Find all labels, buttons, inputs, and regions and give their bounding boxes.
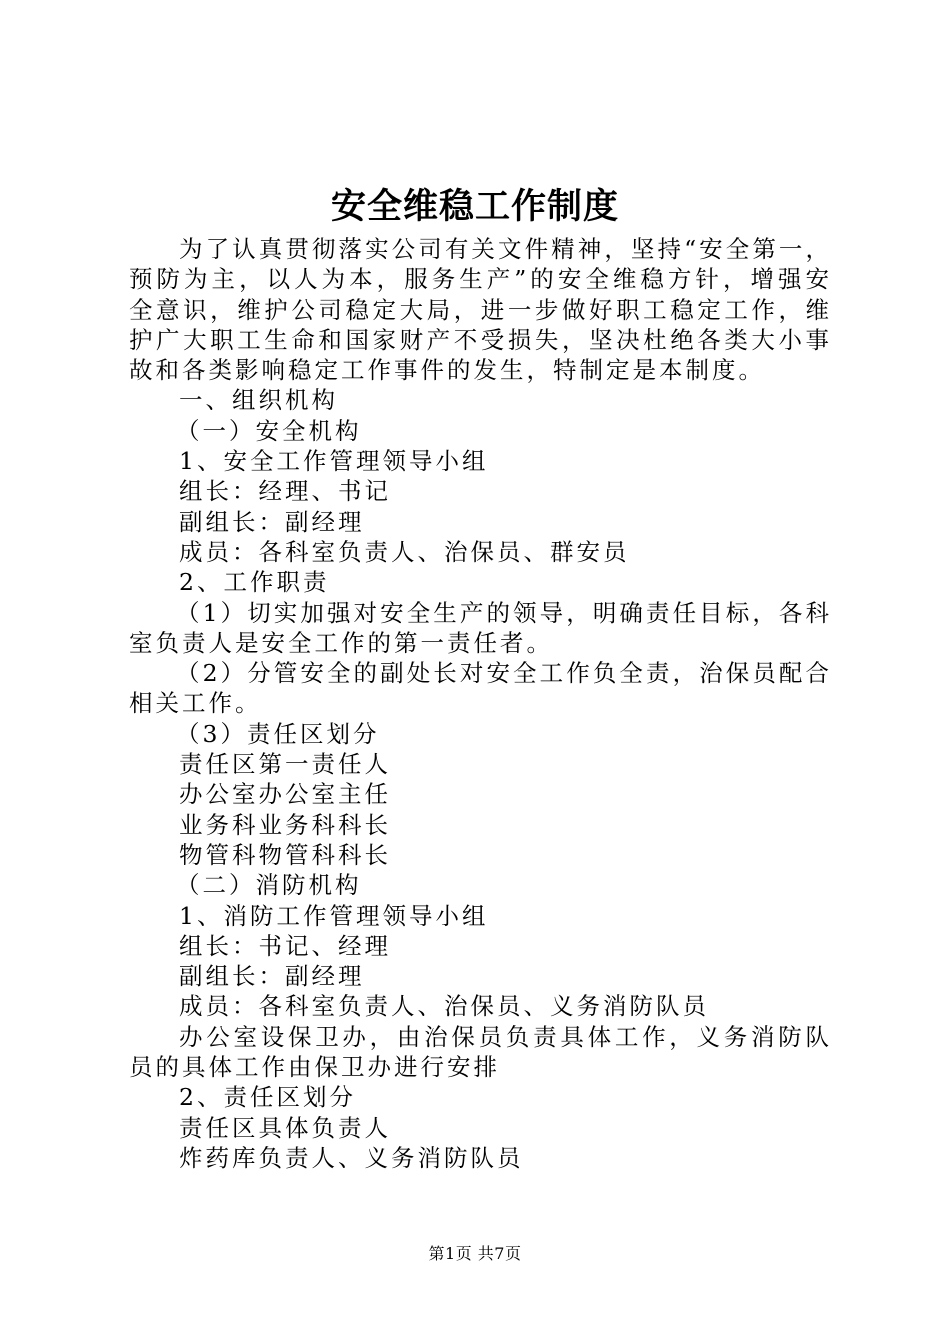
- item-fire-deputy: 副组长：副经理: [179, 962, 365, 991]
- duty-paragraph-1: （1）切实加强对安全生产的领导，明确责任目标，各科室负责人是安全工作的第一责任者。: [129, 598, 832, 657]
- item-group-leader: 组长：经理、书记: [179, 477, 391, 506]
- fire-zone-header: 责任区具体负责人: [179, 1113, 391, 1142]
- item-safety-group: 1、安全工作管理领导小组: [179, 447, 489, 476]
- subsection-heading-fire: （二）消防机构: [176, 871, 362, 900]
- responsibility-materials: 物管科物管科科长: [179, 840, 391, 869]
- duty-paragraph-2: （2）分管安全的副处长对安全工作负全责，治保员配合相关工作。: [129, 659, 832, 718]
- responsibility-business: 业务科业务科科长: [179, 810, 391, 839]
- section-heading-organization: 一、组织机构: [179, 386, 338, 415]
- duty-paragraph-3: （3）责任区划分: [176, 719, 380, 748]
- responsibility-office: 办公室办公室主任: [179, 780, 391, 809]
- subsection-heading-safety: （一）安全机构: [176, 416, 362, 445]
- item-fire-leader: 组长：书记、经理: [179, 931, 391, 960]
- document-body: [129, 234, 832, 1173]
- security-office-paragraph: 办公室设保卫办，由治保员负责具体工作，义务消防队员的具体工作由保卫办进行安排: [129, 1022, 832, 1082]
- document-title: 安全维稳工作制度: [330, 186, 619, 227]
- page-footer: 第1页 共7页: [428, 1244, 522, 1263]
- responsibility-header: 责任区第一责任人: [179, 750, 391, 779]
- fire-zone-explosives: 炸药库负责人、义务消防队员: [179, 1143, 524, 1172]
- intro-paragraph: 为了认真贯彻落实公司有关文件精神，坚持“安全第一，预防为主，以人为本，服务生产”的安全维稳方针，增强安全意识，维护公司稳定大局，进一步做好职工稳定工作，维护广大职工生命和国家财产不受损失，坚决杜绝各类大小事故和各类影响稳定工作事件的发生，特制定是本制度。: [129, 235, 832, 385]
- item-members: 成员：各科室负责人、治保员、群安员: [179, 537, 630, 566]
- item-fire-group: 1、消防工作管理领导小组: [179, 901, 489, 930]
- item-fire-members: 成员：各科室负责人、治保员、义务消防队员: [179, 992, 709, 1021]
- item-deputy-leader: 副组长：副经理: [179, 507, 365, 536]
- item-fire-zones: 2、责任区划分: [179, 1083, 356, 1112]
- item-duties: 2、工作职责: [179, 568, 330, 597]
